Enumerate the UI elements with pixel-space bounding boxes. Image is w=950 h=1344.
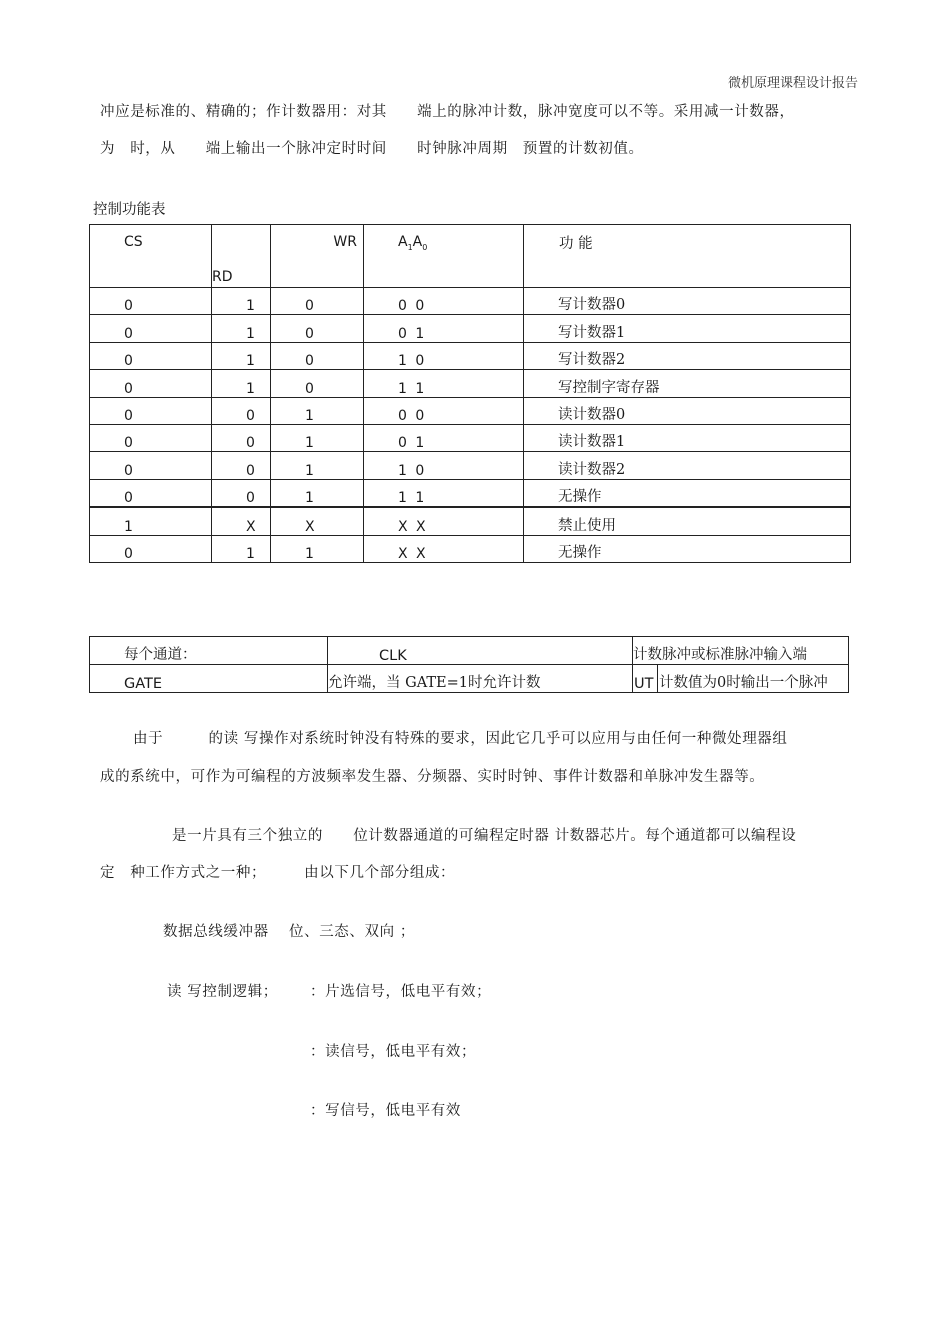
table-caption: 控制功能表 — [93, 202, 166, 218]
cell-cs: 0 — [90, 479, 212, 507]
cell-addr: 1 0 — [364, 342, 524, 369]
table-row — [90, 665, 849, 693]
table-row — [90, 370, 851, 397]
table-row — [90, 342, 851, 369]
cell-rd: 1 — [212, 315, 271, 342]
cell-wr: 1 — [271, 397, 364, 424]
body-p2-line-1: 是一片具有三个独立的 位计数器通道的可编程定时器 计数器芯片。每个通道都可以编程设 — [172, 828, 797, 844]
cell-wr: 0 — [271, 315, 364, 342]
pin-cell-gate: GATE — [90, 665, 328, 693]
cell-cs: 0 — [90, 452, 212, 479]
cell-func: 写计数器0 — [524, 288, 851, 315]
cell-wr: 1 — [271, 424, 364, 451]
cell-func: 读计数器1 — [524, 424, 851, 451]
cell-wr: 1 — [271, 452, 364, 479]
pin-cell: 计数值为0时输出一个脉冲 — [658, 665, 849, 693]
cell-rd: 0 — [212, 424, 271, 451]
body-p1-line-1: 由于 的读 写操作对系统时钟没有特殊的要求，因此它几乎可以应用与由任何一种微处理器组 — [133, 731, 788, 747]
cell-wr: 0 — [271, 370, 364, 397]
cell-addr: 0 0 — [364, 397, 524, 424]
pin-cell-clk: CLK — [328, 637, 633, 665]
pin-cell: 允许端，当 GATE=1时允许计数 — [328, 665, 633, 693]
cell-cs: 0 — [90, 535, 212, 562]
list-item-rd-signal: ：读信号，低电平有效； — [310, 1044, 477, 1060]
table-row — [90, 288, 851, 315]
cell-addr: 0 0 — [364, 288, 524, 315]
table-row — [90, 535, 851, 562]
cell-rd: 1 — [212, 370, 271, 397]
cell-wr: 0 — [271, 288, 364, 315]
cell-wr: 1 — [271, 479, 364, 507]
cell-wr: 0 — [271, 342, 364, 369]
cell-wr: 1 — [271, 535, 364, 562]
cell-addr: X X — [364, 507, 524, 535]
cell-func: 无操作 — [524, 535, 851, 562]
cell-cs: 0 — [90, 397, 212, 424]
cell-addr: 1 1 — [364, 479, 524, 507]
list-item-wr-signal: ：写信号，低电平有效 — [310, 1103, 461, 1119]
cell-addr: X X — [364, 535, 524, 562]
cell-rd: 0 — [212, 397, 271, 424]
pin-cell-out: UT — [633, 665, 658, 693]
cell-func: 写计数器2 — [524, 342, 851, 369]
pin-cell: 计数脉冲或标准脉冲输入端 — [633, 637, 849, 665]
table-row — [90, 637, 849, 665]
table-row — [90, 507, 851, 535]
header-function: 功 能 — [524, 225, 851, 288]
cell-rd: 1 — [212, 342, 271, 369]
cell-addr: 1 1 — [364, 370, 524, 397]
cell-rd: 1 — [212, 288, 271, 315]
list-item-data-bus: 数据总线缓冲器 位、三态、双向 ； — [163, 924, 416, 940]
list-item-cs-signal: ：片选信号，低电平有效； — [310, 984, 492, 1000]
cell-func: 写控制字寄存器 — [524, 370, 851, 397]
control-function-table — [89, 224, 851, 563]
cell-rd: 0 — [212, 452, 271, 479]
cell-func: 禁止使用 — [524, 507, 851, 535]
table-row — [90, 452, 851, 479]
cell-func: 无操作 — [524, 479, 851, 507]
pin-cell: 每个通道： — [90, 637, 328, 665]
page-header: 微机原理课程设计报告 — [727, 76, 858, 91]
cell-addr: 1 0 — [364, 452, 524, 479]
cell-func: 写计数器1 — [524, 315, 851, 342]
header-address: $A_1A_0$ — [364, 225, 524, 288]
intro-line-1: 冲应是标准的、精确的；作计数器用：对其 端上的脉冲计数，脉冲宽度可以不等。采用减一计数器， — [100, 104, 795, 120]
cell-rd: 1 — [212, 535, 271, 562]
body-p2-line-2: 定 种工作方式之一种； 由以下几个部分组成： — [100, 865, 456, 881]
table-row — [90, 424, 851, 451]
cell-func: 读计数器0 — [524, 397, 851, 424]
header-cs: CS — [90, 225, 212, 288]
cell-func: 读计数器2 — [524, 452, 851, 479]
cell-cs: 0 — [90, 315, 212, 342]
intro-line-2: 为 时，从 端上输出一个脉冲定时时间 时钟脉冲周期 预置的计数初值。 — [100, 141, 644, 157]
cell-cs: 0 — [90, 370, 212, 397]
cell-cs: 0 — [90, 288, 212, 315]
header-wr: WR — [271, 225, 364, 288]
pin-description-table — [89, 636, 849, 693]
cell-wr: X — [271, 507, 364, 535]
cell-addr: 0 1 — [364, 424, 524, 451]
cell-rd: X — [212, 507, 271, 535]
table-row — [90, 315, 851, 342]
cell-cs: 0 — [90, 424, 212, 451]
cell-cs: 1 — [90, 507, 212, 535]
header-rd: RD — [212, 225, 271, 288]
cell-cs: 0 — [90, 342, 212, 369]
table-row — [90, 479, 851, 507]
cell-rd: 0 — [212, 479, 271, 507]
cell-addr: 0 1 — [364, 315, 524, 342]
body-p1-line-2: 成的系统中，可作为可编程的方波频率发生器、分频器、实时时钟、事件计数器和单脉冲发生器等。 — [100, 769, 765, 785]
list-item-rw-logic: 读 写控制逻辑； — [167, 984, 278, 1000]
table-row — [90, 397, 851, 424]
table-header-row — [90, 225, 851, 288]
